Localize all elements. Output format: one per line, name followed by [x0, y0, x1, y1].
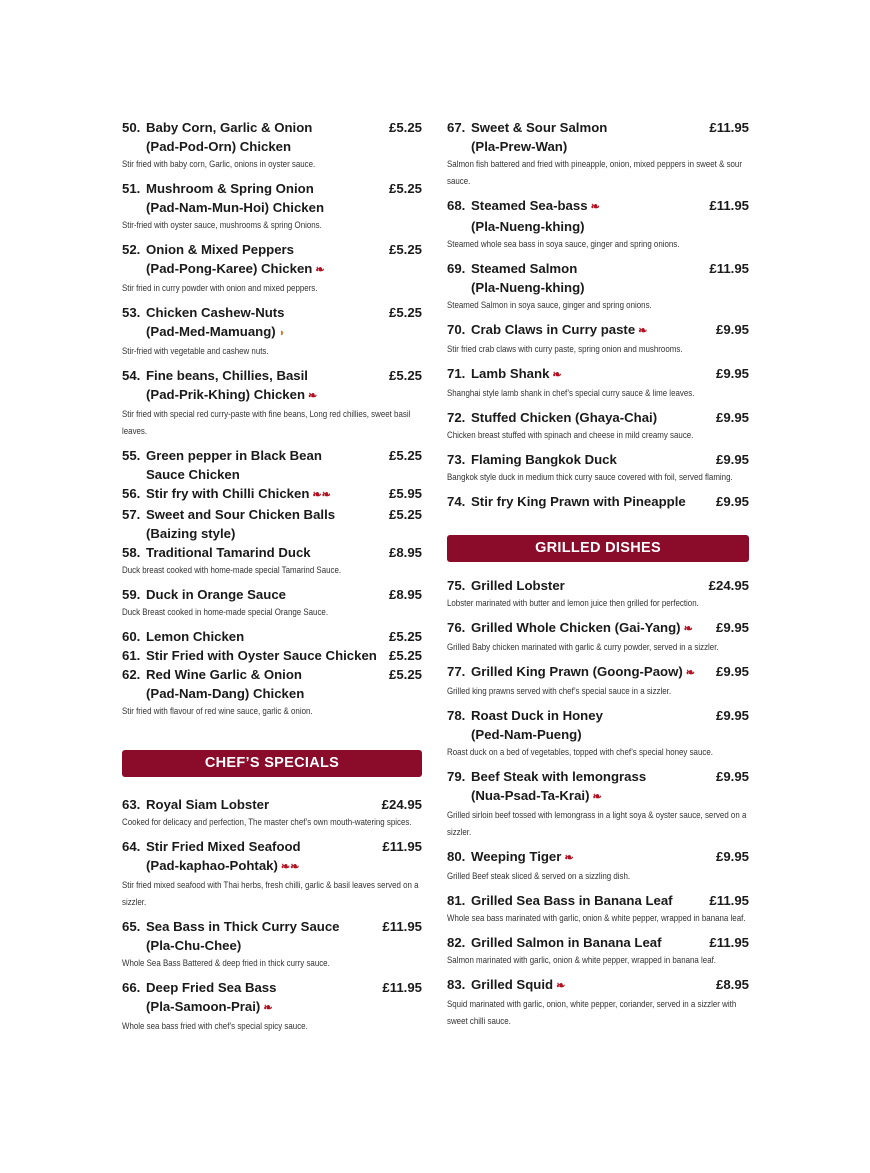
chilli-icon: ❧: [590, 201, 600, 213]
item-number: 72.: [447, 410, 466, 425]
item-name: Red Wine Garlic & Onion: [146, 667, 302, 682]
item-number: 70.: [447, 322, 466, 337]
item-thai-name: (Pla-Nueng-khing): [471, 280, 585, 295]
item-description: Stir-fried with vegetable and cashew nuts.: [122, 346, 269, 356]
menu-item: [447, 408, 749, 444]
item-price: £9.95: [715, 708, 749, 723]
item-number: 83.: [447, 977, 466, 992]
menu-item: [122, 484, 422, 505]
item-price: £5.25: [388, 368, 422, 383]
menu-item: [447, 320, 749, 358]
item-name: Grilled King Prawn (Goong-Paow): [471, 664, 683, 679]
item-thai-name: (Pad-Nam-Dang) Chicken: [146, 686, 305, 701]
item-price: £8.95: [388, 545, 422, 560]
item-price: £9.95: [715, 452, 749, 467]
menu-item: [122, 240, 422, 297]
item-price: £5.25: [388, 448, 422, 463]
item-number: 75.: [447, 578, 466, 593]
item-number: 51.: [122, 181, 141, 196]
menu-column-left: [122, 118, 422, 1041]
item-number: 68.: [447, 198, 466, 213]
item-description: Stir fried with baby corn, Garlic, onions in oyster sauce.: [122, 159, 316, 169]
item-number: 61.: [122, 648, 141, 663]
item-number: 60.: [122, 629, 141, 644]
chilli-icon: ❧❧: [312, 489, 331, 501]
item-thai-name: (Pad-Med-Mamuang): [146, 324, 276, 339]
menu-item: [447, 196, 749, 253]
item-price: £9.95: [715, 366, 749, 381]
item-price: £5.25: [388, 507, 422, 522]
item-name: Stir Fried with Oyster Sauce Chicken: [146, 648, 377, 663]
item-number: 56.: [122, 486, 141, 501]
item-thai-name: (Pla-Chu-Chee): [146, 938, 242, 953]
item-number: 71.: [447, 366, 466, 381]
item-number: 74.: [447, 494, 466, 509]
item-price: £11.95: [709, 935, 749, 950]
item-number: 81.: [447, 893, 466, 908]
item-number: 55.: [122, 448, 141, 463]
item-name: Stir fry King Prawn with Pineapple: [471, 494, 686, 509]
item-price: £8.95: [715, 977, 749, 992]
item-number: 73.: [447, 452, 466, 467]
chilli-icon: ❧❧: [280, 861, 300, 873]
item-name: Steamed Sea-bass: [471, 198, 588, 213]
item-name: Lemon Chicken: [146, 629, 245, 644]
item-thai-name: (Pad-Prik-Khing) Chicken: [146, 387, 305, 402]
menu-item: [447, 662, 749, 700]
item-name: Duck in Orange Sauce: [146, 587, 286, 602]
item-name: Chicken Cashew-Nuts: [146, 305, 285, 320]
menu-item: [447, 450, 749, 486]
menu-item: [447, 576, 749, 612]
item-name: Flaming Bangkok Duck: [471, 452, 617, 467]
menu-item: [122, 646, 422, 665]
item-number: 62.: [122, 667, 141, 682]
item-thai-name: (Pla-Samoon-Prai): [146, 999, 261, 1014]
item-description: Cooked for delicacy and perfection, The master chef’s own mouth-watering spices.: [122, 817, 412, 827]
item-number: 50.: [122, 120, 141, 135]
item-description: Grilled Beef steak sliced & served on a sizzling dish.: [447, 871, 631, 881]
item-description: Whole Sea Bass Battered & deep fried in thick curry sauce.: [122, 958, 330, 968]
item-description: Stir fried crab claws with curry paste, spring onion and mushrooms.: [447, 344, 683, 354]
item-name: Mushroom & Spring Onion: [146, 181, 314, 196]
menu-item: [122, 366, 422, 440]
item-thai-name: (Pad-kaphao-Pohtak): [146, 858, 278, 873]
item-price: £5.25: [388, 181, 422, 196]
item-description: Chicken breast stuffed with spinach and cheese in mild creamy sauce.: [447, 430, 694, 440]
item-description: Stir fried mixed seafood with Thai herbs, fresh chilli, garlic & basil leaves served on a sizzler.: [122, 880, 419, 907]
item-number: 59.: [122, 587, 141, 602]
item-description: Roast duck on a bed of vegetables, topped with chef’s special honey sauce.: [447, 747, 713, 757]
item-price: £11.95: [382, 919, 422, 934]
item-name: Grilled Lobster: [471, 578, 565, 593]
item-price: £5.25: [388, 242, 422, 257]
item-name: Crab Claws in Curry paste: [471, 322, 636, 337]
item-price: £5.95: [388, 486, 422, 501]
item-number: 76.: [447, 620, 466, 635]
item-price: £11.95: [709, 261, 749, 276]
item-name: Sea Bass in Thick Curry Sauce: [146, 919, 340, 934]
menu-item: [122, 505, 422, 543]
menu-item: [122, 118, 422, 173]
menu-item: [447, 933, 749, 969]
item-name: Grilled Squid: [471, 977, 554, 992]
item-name: Fine beans, Chillies, Basil: [146, 368, 308, 383]
item-price: £5.25: [388, 120, 422, 135]
item-price: £9.95: [715, 494, 749, 509]
item-name: Sweet and Sour Chicken Balls: [146, 507, 336, 522]
menu-item: [447, 259, 749, 314]
section-banner-grilled-dishes: GRILLED DISHES: [447, 535, 749, 562]
item-name: Baby Corn, Garlic & Onion: [146, 120, 313, 135]
chilli-icon: ❧: [592, 791, 602, 803]
menu-item: [447, 492, 749, 511]
menu-column-right: [447, 118, 749, 1036]
item-name: Stir fry with Chilli Chicken: [146, 486, 310, 501]
item-price: £9.95: [715, 620, 749, 635]
item-name: Grilled Sea Bass in Banana Leaf: [471, 893, 673, 908]
item-number: 53.: [122, 305, 141, 320]
item-name: Grilled Salmon in Banana Leaf: [471, 935, 662, 950]
item-number: 66.: [122, 980, 141, 995]
item-price: £5.25: [388, 629, 422, 644]
item-description: Salmon fish battered and fried with pineapple, onion, mixed peppers in sweet & sour sauce.: [447, 159, 742, 186]
item-price: £9.95: [715, 769, 749, 784]
item-number: 82.: [447, 935, 466, 950]
item-description: Stir fried in curry powder with onion and mixed peppers.: [122, 283, 318, 293]
menu-item: [447, 618, 749, 656]
menu-item: [122, 303, 422, 360]
item-name: Roast Duck in Honey: [471, 708, 603, 723]
item-number: 52.: [122, 242, 141, 257]
item-description: Shanghai style lamb shank in chef’s special curry sauce & lime leaves.: [447, 388, 695, 398]
menu-item: [447, 767, 749, 841]
chilli-icon: ❧: [552, 369, 562, 381]
item-description: Steamed whole sea bass in soya sauce, ginger and spring onions.: [447, 239, 680, 249]
menu-item: [122, 665, 422, 720]
item-name: Lamb Shank: [471, 366, 550, 381]
item-thai-name: (Pad-Nam-Mun-Hoi) Chicken: [146, 200, 325, 215]
item-price: £11.95: [709, 198, 749, 213]
item-description: Whole sea bass fried with chef’s special spicy sauce.: [122, 1021, 308, 1031]
item-name: Stir Fried Mixed Seafood: [146, 839, 301, 854]
item-description: Lobster marinated with butter and lemon juice then grilled for perfection.: [447, 598, 699, 608]
item-price: £9.95: [715, 410, 749, 425]
item-description: Salmon marinated with garlic, onion & white pepper, wrapped in banana leaf.: [447, 955, 717, 965]
item-price: £24.95: [708, 578, 749, 593]
item-price: £8.95: [388, 587, 422, 602]
item-number: 58.: [122, 545, 141, 560]
item-name: Onion & Mixed Peppers: [146, 242, 295, 257]
menu-item: [447, 364, 749, 402]
item-number: 57.: [122, 507, 141, 522]
chilli-icon: ❧: [308, 390, 318, 402]
item-price: £24.95: [381, 797, 422, 812]
menu-item: [447, 706, 749, 761]
item-name: Weeping Tiger: [471, 849, 562, 864]
item-price: £5.25: [388, 667, 422, 682]
item-name: Stuffed Chicken (Ghaya-Chai): [471, 410, 658, 425]
menu-item: [122, 446, 422, 484]
item-description: Duck Breast cooked in home-made special Orange Sauce.: [122, 607, 329, 617]
item-thai-name: Sauce Chicken: [146, 467, 240, 482]
item-thai-name: (Pad-Pod-Orn) Chicken: [146, 139, 292, 154]
item-description: Grilled Baby chicken marinated with garlic & curry powder, served in a sizzler.: [447, 642, 719, 652]
item-name: Grilled Whole Chicken (Gai-Yang): [471, 620, 681, 635]
item-thai-name: (Nua-Psad-Ta-Krai): [471, 788, 590, 803]
menu-item: [122, 837, 422, 911]
nut-icon: ◗: [278, 327, 286, 339]
menu-item: [447, 891, 749, 927]
item-number: 63.: [122, 797, 141, 812]
chilli-icon: ❧: [564, 852, 574, 864]
item-thai-name: (Pla-Prew-Wan): [471, 139, 568, 154]
item-thai-name: (Pad-Pong-Karee) Chicken: [146, 261, 313, 276]
item-description: Whole sea bass marinated with garlic, onion & white pepper, wrapped in banana leaf.: [447, 913, 746, 923]
chilli-icon: ❧: [683, 623, 693, 635]
item-name: Beef Steak with lemongrass: [471, 769, 647, 784]
item-name: Sweet & Sour Salmon: [471, 120, 608, 135]
item-number: 78.: [447, 708, 466, 723]
item-name: Green pepper in Black Bean: [146, 448, 322, 463]
item-price: £11.95: [382, 839, 422, 854]
item-price: £11.95: [709, 893, 749, 908]
item-name: Deep Fried Sea Bass: [146, 980, 277, 995]
chilli-icon: ❧: [315, 264, 325, 276]
item-price: £5.25: [388, 648, 422, 663]
menu-item: [122, 179, 422, 234]
item-description: Grilled sirloin beef tossed with lemongrass in a light soya & oyster sauce, served on a sizzler.: [447, 810, 747, 837]
menu-item: [447, 975, 749, 1030]
item-price: £9.95: [715, 849, 749, 864]
chilli-icon: ❧: [263, 1002, 273, 1014]
item-number: 54.: [122, 368, 141, 383]
item-thai-name: (Ped-Nam-Pueng): [471, 727, 582, 742]
item-description: Grilled king prawns served with chef’s special sauce in a sizzler.: [447, 686, 672, 696]
item-description: Steamed Salmon in soya sauce, ginger and spring onions.: [447, 300, 652, 310]
menu-item: [122, 917, 422, 972]
item-price: £11.95: [382, 980, 422, 995]
item-name: Traditional Tamarind Duck: [146, 545, 311, 560]
item-number: 69.: [447, 261, 466, 276]
item-number: 80.: [447, 849, 466, 864]
menu-item: [122, 627, 422, 646]
chilli-icon: ❧: [556, 980, 566, 992]
item-number: 64.: [122, 839, 141, 854]
item-number: 79.: [447, 769, 466, 784]
menu-item: [122, 795, 422, 831]
item-price: £9.95: [715, 322, 749, 337]
menu-item: [122, 543, 422, 579]
item-description: Stir fried with flavour of red wine sauce, garlic & onion.: [122, 706, 313, 716]
item-name: Royal Siam Lobster: [146, 797, 270, 812]
item-name: Steamed Salmon: [471, 261, 578, 276]
item-description: Stir fried with special red curry-paste with fine beans, Long red chillies, sweet basil leaves.: [122, 409, 411, 436]
item-number: 67.: [447, 120, 466, 135]
chilli-icon: ❧: [685, 667, 695, 679]
item-price: £5.25: [388, 305, 422, 320]
item-description: Duck breast cooked with home-made special Tamarind Sauce.: [122, 565, 342, 575]
section-banner-chefs-specials: CHEF’S SPECIALS: [122, 750, 422, 777]
item-thai-name: (Pla-Nueng-khing): [471, 219, 585, 234]
item-thai-name: (Baizing style): [146, 526, 236, 541]
chilli-icon: ❧: [638, 325, 648, 337]
item-description: Stir-fried with oyster sauce, mushrooms & spring Onions.: [122, 220, 322, 230]
item-description: Bangkok style duck in medium thick curry sauce covered with foil, served flaming.: [447, 472, 733, 482]
menu-item: [122, 978, 422, 1035]
menu-item: [447, 847, 749, 885]
item-description: Squid marinated with garlic, onion, white pepper, coriander, served in a sizzler with sweet chilli sauce.: [447, 999, 737, 1026]
menu-item: [122, 585, 422, 621]
item-price: £11.95: [709, 120, 749, 135]
item-price: £9.95: [715, 664, 749, 679]
menu-item: [447, 118, 749, 190]
item-number: 65.: [122, 919, 141, 934]
item-number: 77.: [447, 664, 466, 679]
